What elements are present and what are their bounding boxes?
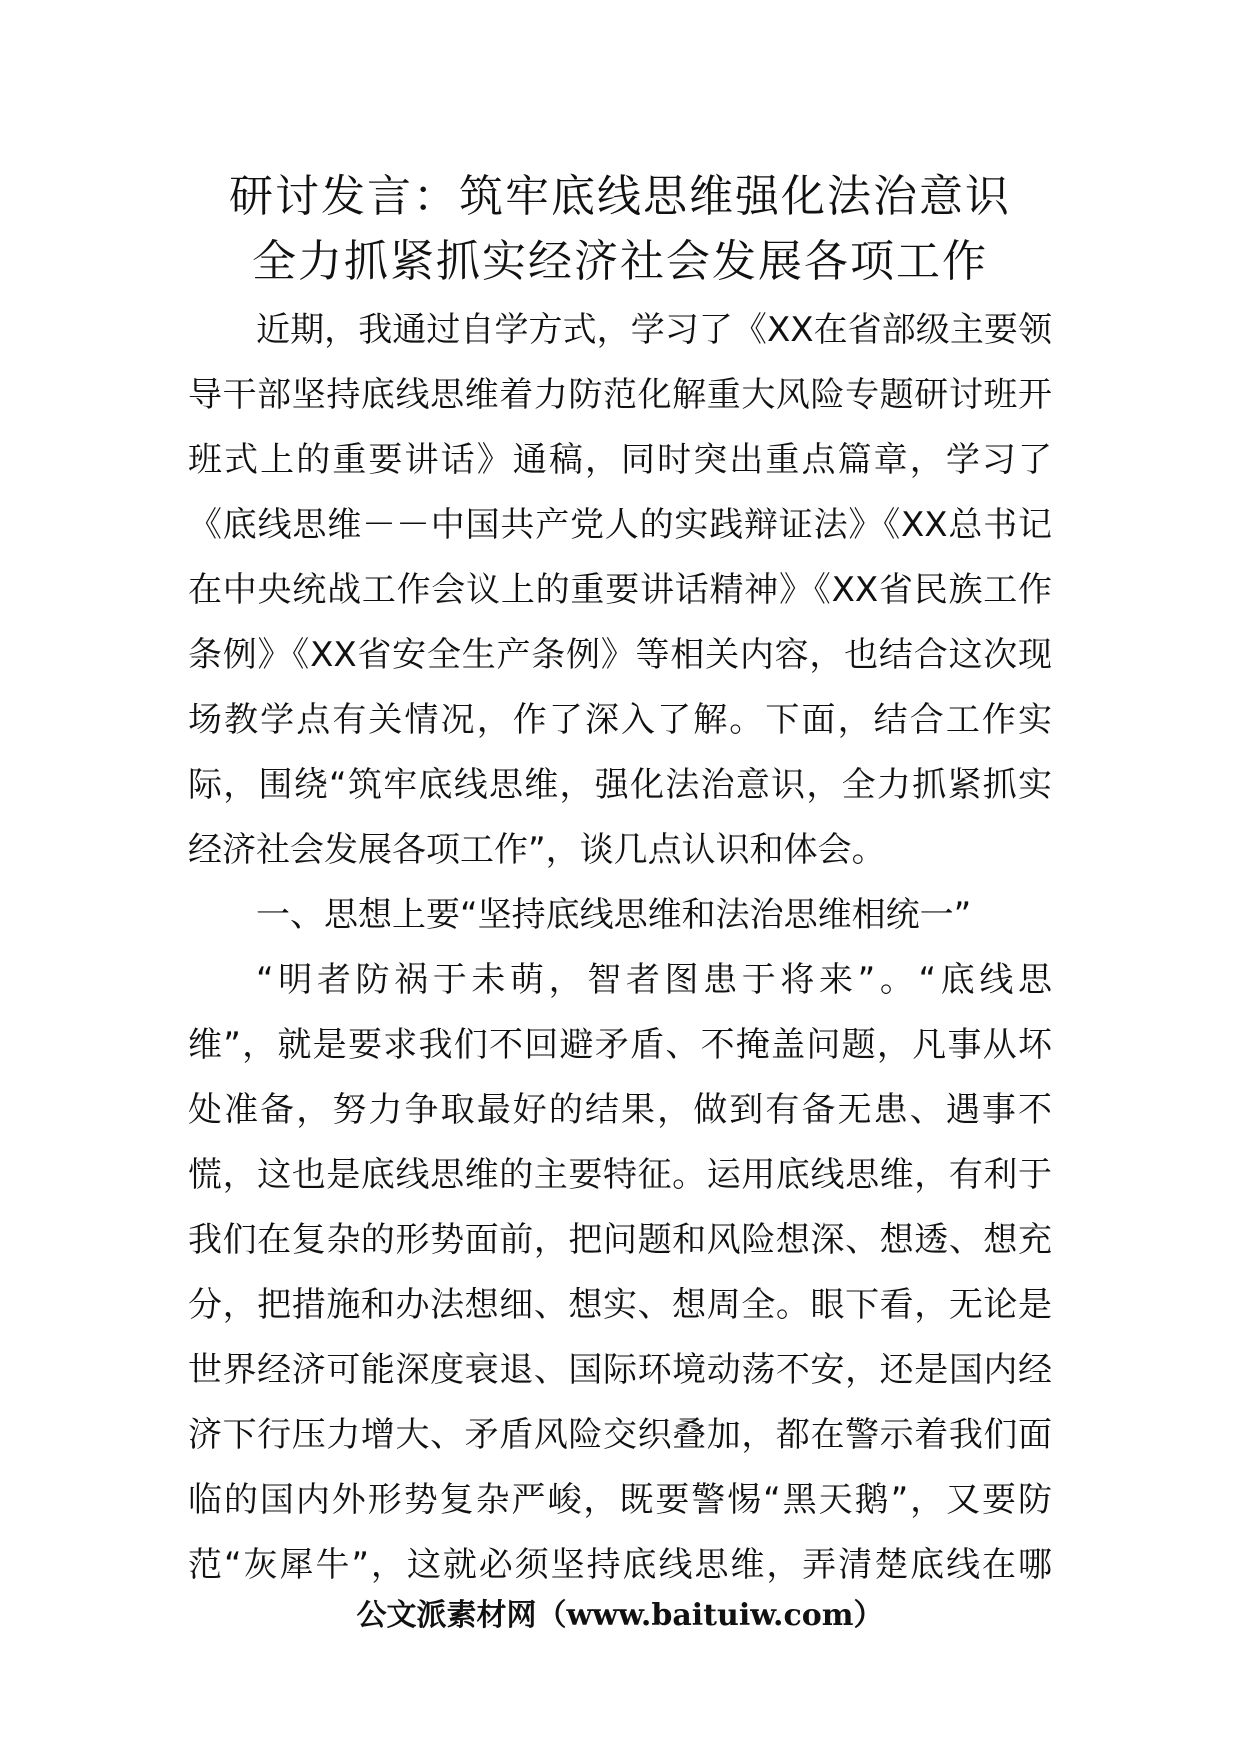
text-line: 分，把措施和办法想细、想实、想周全。眼下看，无论是 xyxy=(188,1285,1052,1325)
text-line: “明者防祸于未萌，智者图患于将来”。“底线思 xyxy=(256,960,1052,1000)
text-line: 世界经济可能深度衰退、国际环境动荡不安，还是国内经 xyxy=(188,1350,1052,1390)
text-line: 《底线思维－－中国共产党人的实践辩证法》《XX总书记 xyxy=(188,505,1052,545)
footer-watermark: 公文派素材网（www.baituiw.com） xyxy=(356,1598,884,1633)
text-line: 际，围绕“筑牢底线思维，强化法治意识，全力抓紧抓实 xyxy=(188,765,1052,805)
text-line: 慌，这也是底线思维的主要特征。运用底线思维，有利于 xyxy=(188,1155,1052,1195)
document-body xyxy=(188,298,1052,1598)
paragraph-bottom-line-thinking xyxy=(188,948,1052,1598)
text-line: 在中央统战工作会议上的重要讲话精神》《XX省民族工作 xyxy=(188,570,1052,610)
paragraph-intro xyxy=(188,298,1052,883)
text-line: 处准备，努力争取最好的结果，做到有备无患、遇事不 xyxy=(188,1090,1052,1130)
text-line: 经济社会发展各项工作”，谈几点认识和体会。 xyxy=(188,830,886,870)
text-line: 近期，我通过自学方式，学习了《XX在省部级主要领 xyxy=(256,310,1052,350)
text-line: 我们在复杂的形势面前，把问题和风险想深、想透、想充 xyxy=(188,1220,1052,1260)
text-line: 场教学点有关情况，作了深入了解。下面，结合工作实 xyxy=(188,700,1052,740)
section-heading: 一、思想上要“坚持底线思维和法治思维相统一” xyxy=(256,895,972,935)
text-line: 导干部坚持底线思维着力防范化解重大风险专题研讨班开 xyxy=(188,375,1052,415)
document-title-line-2: 全力抓紧抓实经济社会发展各项工作 xyxy=(252,236,988,287)
text-line: 维”，就是要求我们不回避矛盾、不掩盖问题，凡事从坏 xyxy=(188,1025,1052,1065)
text-line: 济下行压力增大、矛盾风险交织叠加，都在警示着我们面 xyxy=(188,1415,1052,1455)
text-line: 临的国内外形势复杂严峻，既要警惕“黑天鹅”，又要防 xyxy=(188,1480,1052,1520)
text-line: 条例》《XX省安全生产条例》等相关内容，也结合这次现 xyxy=(188,635,1052,675)
text-line: 班式上的重要讲话》通稿，同时突出重点篇章，学习了 xyxy=(188,440,1052,480)
text-line: 范“灰犀牛”，这就必须坚持底线思维，弄清楚底线在哪 xyxy=(188,1545,1052,1585)
document-title-line-1: 研讨发言：筑牢底线思维强化法治意识 xyxy=(229,171,1011,222)
